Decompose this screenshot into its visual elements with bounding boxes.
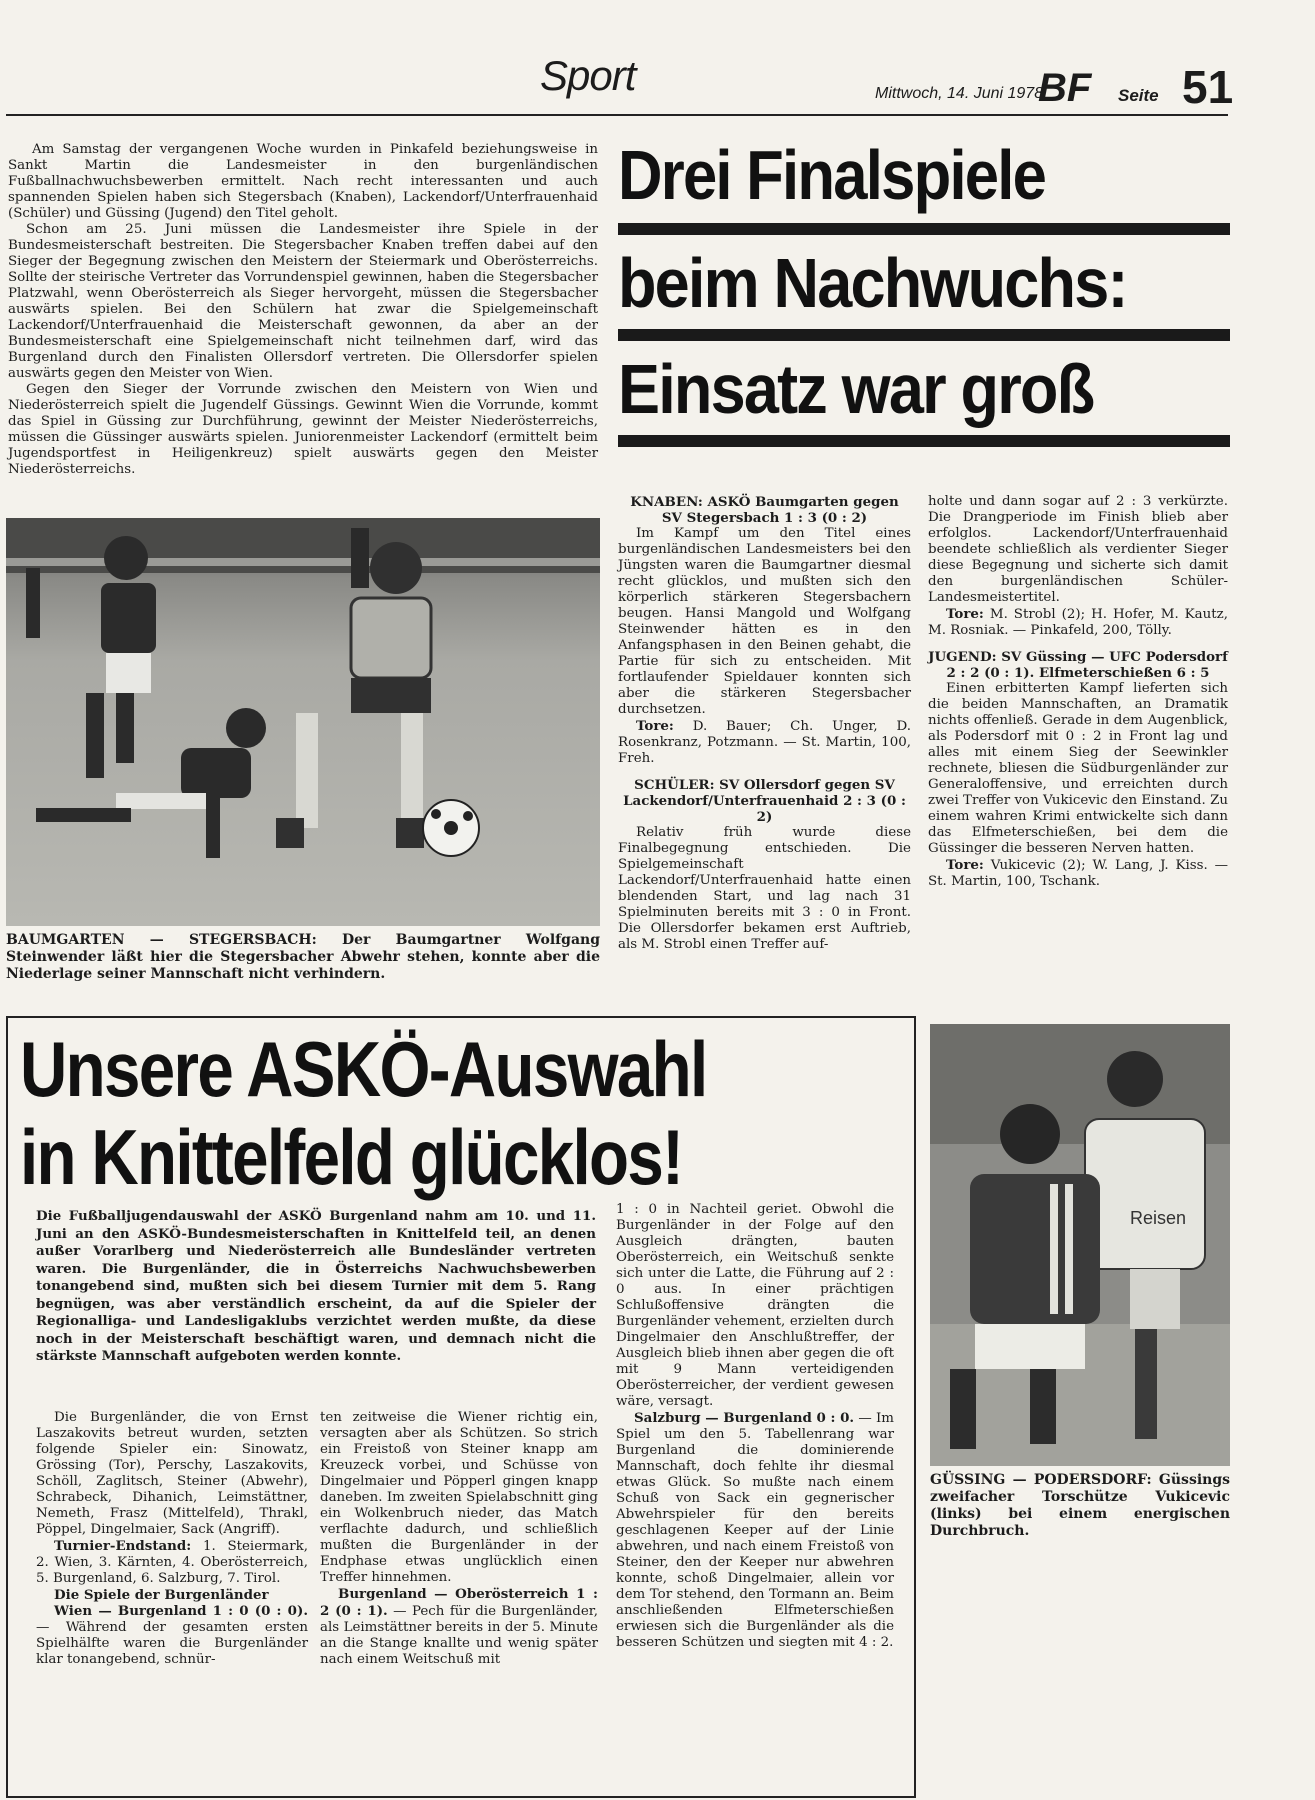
- issue-date: Mittwoch, 14. Juni 1978: [875, 85, 1044, 102]
- results-column-right: [928, 494, 1228, 890]
- askoe-paragraph: 1 : 0 in Nachteil geriet. Obwohl die Burgenländer in der Folge auf den Ausgleich drängten, bauten Oberösterreich, ein Weitschuß senkte sich unter die Latte, die Führung auf 2 : 0 aus. In einer prächtigen Schlußoffensive drängten die Burgenländer vehement, erzielten durch Dingelmaier den Anschlußtreffer, der Ausgleich blieb ihnen aber gegen die oft mit 9 Mann verteidigenden Oberösterreicher, der verdient gewesen wäre, versagt.: [616, 1202, 894, 1409]
- results-column-left: [618, 494, 911, 953]
- headline-line: Einsatz war groß: [618, 350, 1094, 428]
- game-label: Salzburg — Burgenland 0 : 0.: [634, 1410, 855, 1426]
- scorers-text: D. Bauer; Ch. Unger, D. Rosenkranz, Potzmann. — St. Martin, 100, Freh.: [618, 719, 912, 766]
- game-label: Wien — Burgenland 1 : 0 (0 : 0).: [54, 1603, 308, 1619]
- page-number: 51: [1182, 61, 1234, 113]
- scorers-label: Tore:: [946, 606, 984, 622]
- knaben-text: Im Kampf um den Titel eines burgenländischen Landesmeisters bei den Jüngsten waren die Baumgartner diesmal recht glücklos, und mußten sich den körperlich stärkeren Stegersbachern beugen. Hansi Mangold und Wolfgang Steinwender hätten es in den Anfangsphasen in den Beinen gehabt, die Partie für sich zu entscheiden. Mit fortlaufender Spieldauer konnten sich aber die stärkeren Stegersbacher durchsetzen.: [618, 526, 911, 717]
- game-ooe: [320, 1586, 598, 1668]
- headline-line: beim Nachwuchs:: [618, 244, 1127, 322]
- intro-paragraph: Schon am 25. Juni müssen die Landesmeister ihre Spiele in der Bundesmeisterschaft bestreiten. Die Stegersbacher Knaben treffen dabei auf den Sieger der Begegnung zwischen den Meistern der Steiermark und Oberösterreichs. Sollte der steirische Vertreter das Vorrundenspiel gewinnen, haben die Stegersbacher Platzwahl, wenn Oberösterreich als Sieger hervorgeht, müssen die Stegersbacher auswärts spielen. Bei den Schülern hat zwar die Spielgemeinschaft Lackendorf/Unterfrauenhaid die Meisterschaft gewonnen, da aber an der Bundesmeisterschaft eine Spielgemeinschaft nicht teilnehmen darf, wird das Burgenland durch den Finalisten Ollersdorf vertreten. Die Ollersdorfer spielen auswärts gegen den Meister von Wien.: [8, 222, 598, 381]
- headline-line: Unsere ASKÖ-Auswahl: [20, 1025, 707, 1113]
- football-photo-2: [930, 1024, 1230, 1466]
- photo-guessing-podersdorf: [930, 1024, 1230, 1466]
- askoe-column-3: [616, 1202, 894, 1651]
- scorers-label: Tore:: [946, 857, 984, 873]
- newspaper-logo: BF: [1038, 66, 1092, 110]
- photo-baumgarten-stegersbach: [6, 518, 600, 926]
- askoe-paragraph: Die Burgenländer, die von Ernst Laszakovits betreut wurden, setzten folgende Spieler ein: Sinowatz, Grössing (Tor), Perschy, Laszakovits, Schöll, Zaglitsch, Steiner (Abwehr), Schrabeck, Dihanich, Leimstättner, Nemeth, Frasz (Mittelfeld), Thrakl, Pöppel, Dingelmaier, Sack (Angriff).: [36, 1410, 308, 1537]
- games-heading: Die Spiele der Burgenländer: [54, 1587, 269, 1603]
- askoe-column-2: [320, 1410, 598, 1668]
- game-text: — Pech für die Burgenländer, als Leimstättner bereits in der 5. Minute an die Stange knallte und wenig später nach einem Weitschuß mit: [320, 1604, 598, 1667]
- jugend-heading: JUGEND: SV Güssing — UFC Podersdorf 2 : 2 (0 : 1). Elfmeterschießen 6 : 5: [928, 649, 1228, 681]
- headline-bar: [618, 435, 1230, 447]
- schueler-text: Relativ früh wurde diese Finalbegegnung entschieden. Die Spielgemeinschaft Lackendorf/Unterfrauenhaid hatte einen blendenden Start, und lag nach 31 Spielminuten bereits mit 3 : 0 in Front. Die Ollersdorfer bekamen erst Auftrieb, als M. Strobl einen Treffer auf-: [618, 825, 911, 952]
- header-rule: [6, 114, 1228, 116]
- intro-paragraph: Am Samstag der vergangenen Woche wurden in Pinkafeld beziehungsweise in Sankt Martin die Landesmeister in den burgenländischen Fußballnachwuchsbewerben ermittelt. Nach recht interessanten und auch spannenden Spielen haben sich Stegersbach (Knaben), Lackendorf/Unterfrauenhaid (Schüler) und Güssing (Jugend) den Titel geholt.: [8, 142, 598, 221]
- intro-article: [8, 142, 598, 478]
- knaben-scorers: [618, 718, 911, 767]
- headline-askoe: [20, 1026, 900, 1200]
- headline-line: in Knittelfeld glücklos!: [20, 1113, 683, 1201]
- headline-line: Drei Finalspiele: [618, 136, 1046, 214]
- askoe-column-1: [36, 1410, 308, 1668]
- scorers-text: M. Strobl (2); H. Hofer, M. Kautz, M. Rosniak. — Pinkafeld, 200, Tölly.: [928, 607, 1228, 638]
- schueler-scorers: [928, 606, 1228, 639]
- photo2-caption: GÜSSING — PODERSDORF: Güssings zweifacher Torschütze Vukicevic (links) bei einem energischen Durchbruch.: [930, 1472, 1230, 1539]
- headline-bar: [618, 329, 1230, 341]
- schueler-heading: SCHÜLER: SV Ollersdorf gegen SV Lackendorf/Unterfrauenhaid 2 : 3 (0 : 2): [623, 777, 906, 825]
- game-text: — Während der gesamten ersten Spielhälfte waren die Burgenländer klar tonangebend, schnür-: [36, 1620, 308, 1667]
- game-text: — Im Spiel um den 5. Tabellenrang war Burgenland die dominierende Mannschaft, doch fehlte ihr diesmal etwas Glück. So mußte nach einem Schuß von Sack ein gegnerischer Abwehrspieler für den bereits geschlagenen Keeper auf der Linie abwehren, und nach einem Freistoß von Steiner, den der Keeper nur abwehren konnte, schoß Dingelmaier, allein vor dem Tor stehend, den Tormann an. Beim anschließenden Elfmeterschießen erwiesen sich die Burgenländer als die besseren Schützen und siegten mit 4 : 2.: [616, 1411, 894, 1650]
- intro-paragraph: Gegen den Sieger der Vorrunde zwischen den Meistern von Wien und Niederösterreich spielt die Jugendelf Güssings. Gewinnt Wien die Vorrunde, kommt das Spiel in Güssing zur Durchführung, gewinnt der Meister Niederösterreichs, müssen die Güssinger auswärts spielen. Juniorenmeister Lackendorf (ermittelt beim Jugendsportfest in Heiligenkreuz) spielt auswärts gegen den Meister Niederösterreichs.: [8, 382, 598, 477]
- askoe-standings: [36, 1538, 308, 1587]
- scorers-label: Tore:: [636, 718, 674, 734]
- photo1-caption: BAUMGARTEN — STEGERSBACH: Der Baumgartner Wolfgang Steinwender läßt hier die Stegersbacher Abwehr stehen, konnte aber die Niederlage seiner Mannschaft nicht verhindern.: [6, 932, 600, 982]
- jugend-text: Einen erbitterten Kampf lieferten sich die beiden Mannschaften, an Dramatik nichts offenließ. Gerade in dem Augenblick, als Podersdorf mit 0 : 2 in Front lag und alles mit einem Sieg der Seewinkler rechnete, bliesen die Südburgenländer zur Generaloffensive, und erreichten durch zwei Treffer von Vukicevic den Einstand. Zu einem wahren Krimi entwickelte sich dann das Elfmeterschießen, bei dem die Güssinger die besseren Nerven hatten.: [928, 681, 1228, 856]
- shirt-lettering: Reisen: [1130, 1208, 1187, 1228]
- game-wien: [36, 1603, 308, 1668]
- askoe-paragraph: ten zeitweise die Wiener richtig ein, versagten aber als Schützen. So strich ein Freistoß von Steiner knapp am Kreuzeck vorbei, und Schüsse von Dingelmaier und Pöpperl gingen knapp daneben. Im zweiten Spielabschnitt ging ein Wolkenbruch nieder, das Match verflachte dadurch, und schließlich mußten die Burgenländer in der Endphase etwas unglücklich einen Treffer hinnehmen.: [320, 1410, 598, 1585]
- game-salzburg: [616, 1410, 894, 1651]
- standings-text: 1. Steiermark, 2. Wien, 3. Kärnten, 4. Oberösterreich, 5. Burgenland, 6. Salzburg, 7. Tirol.: [36, 1539, 308, 1586]
- section-title: Sport: [540, 52, 636, 99]
- scorers-text: Vukicevic (2); W. Lang, J. Kiss. — St. Martin, 100, Tschank.: [928, 858, 1228, 889]
- game-label: Burgenland — Oberösterreich 1 : 2 (0 : 1).: [320, 1586, 598, 1619]
- standings-label: Turnier-Endstand:: [54, 1538, 192, 1554]
- headline-finalspiele: [618, 135, 1230, 447]
- football-photo-1: [6, 518, 600, 926]
- knaben-heading: KNABEN: ASKÖ Baumgarten gegen SV Stegersbach 1 : 3 (0 : 2): [630, 494, 899, 526]
- schueler-text-continued: holte und dann sogar auf 2 : 3 verkürzte. Die Drangperiode im Finish blieb aber erfolglos. Lackendorf/Unterfrauenhaid beendete schließlich als verdienter Sieger diese Begegnung und sicherte sich damit den burgenländischen Schüler-Landesmeistertitel.: [928, 494, 1228, 605]
- page-label: Seite: [1118, 86, 1159, 105]
- askoe-lead: Die Fußballjugendauswahl der ASKÖ Burgenland nahm am 10. und 11. Juni an den ASKÖ-Bundesmeisterschaften in Knittelfeld teil, an denen außer Vorarlberg und Niederösterreich alle Bundesländer vertreten waren. Die Burgenländer, die in Österreichs Nachwuchsbewerben tonangebend sind, mußten sich bei diesem Turnier mit dem 5. Rang begnügen, was aber verständlich erscheint, da auf die Spieler der Regionalliga- und Landesligaklubs verzichtet werden mußte, da diese noch in der Meisterschaft beschäftigt waren, und demnach nicht die stärkste Mannschaft aufgeboten werden konnte.: [36, 1208, 596, 1364]
- headline-bar: [618, 223, 1230, 235]
- jugend-scorers: [928, 857, 1228, 890]
